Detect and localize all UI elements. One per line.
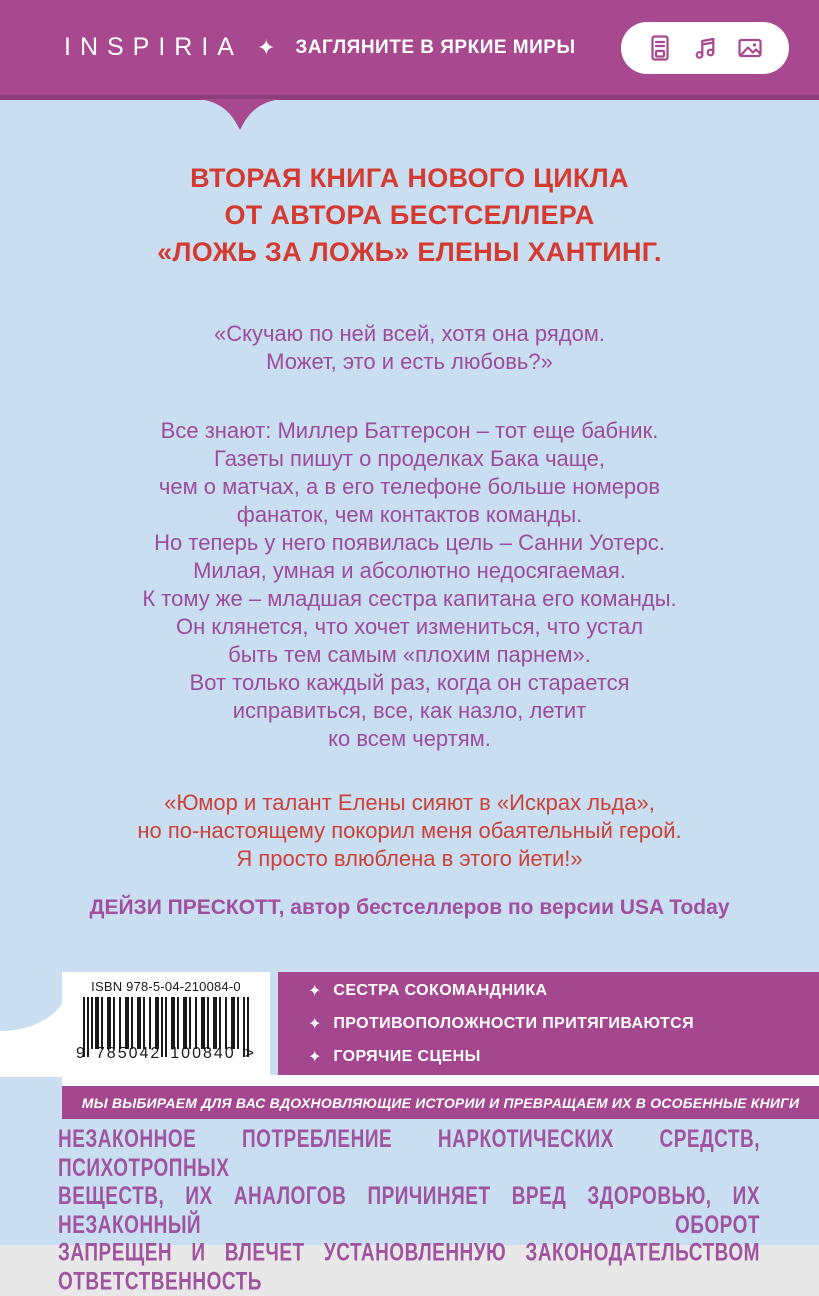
synopsis-line: К тому же – младшая сестра капитана его команды. bbox=[142, 586, 677, 611]
publisher-strip bbox=[62, 1086, 819, 1119]
media-formats-pill bbox=[621, 22, 789, 74]
separator bbox=[62, 1075, 819, 1086]
disclaimer-line: НЕЗАКОННОЕ ПОТРЕБЛЕНИЕ НАРКОТИЧЕСКИХ СРЕДСТВ, ПСИХОТРОПНЫХ bbox=[58, 1126, 760, 1183]
sparkle-icon: ✦ bbox=[256, 34, 276, 60]
headline-line: ОТ АВТОРА БЕСТСЕЛЛЕРА bbox=[224, 200, 595, 230]
synopsis-line: Но теперь у него появилась цель – Санни Уотерс. bbox=[154, 530, 665, 555]
review-quote bbox=[0, 789, 819, 873]
synopsis-line: Он клянется, что хочет измениться, что устал bbox=[175, 614, 644, 639]
synopsis-line: Вот только каждый раз, когда он старается bbox=[189, 670, 630, 695]
synopsis-line: фанаток, чем контактов команды. bbox=[236, 502, 583, 527]
ereader-icon bbox=[645, 33, 675, 63]
feature-item: ✦ ГОРЯЧИЕ СЦЕНЫ bbox=[308, 1047, 481, 1066]
synopsis-line: ко всем чертям. bbox=[328, 726, 491, 751]
review-line: но по-настоящему покорил меня обаятельный герой. bbox=[137, 818, 682, 843]
synopsis-line: Милая, умная и абсолютно недосягаемая. bbox=[193, 558, 626, 583]
brand-logo: INSPIRIA bbox=[64, 33, 243, 61]
header-divider bbox=[0, 95, 819, 100]
synopsis-line: быть тем самым «плохим парнем». bbox=[228, 642, 591, 667]
publisher-header bbox=[0, 0, 819, 100]
barcode-digits: 9 785042 100840 > bbox=[75, 1045, 257, 1062]
review-line: Я просто влюблена в этого йети!» bbox=[236, 846, 583, 871]
disclaimer-line: ВЕЩЕСТВ, ИХ АНАЛОГОВ ПРИЧИНЯЕТ ВРЕД ЗДОРОВЬЮ, ИХ НЕЗАКОННЫЙ ОБОРОТ bbox=[58, 1182, 760, 1239]
synopsis bbox=[0, 417, 819, 753]
reviewer-name: ДЕЙЗИ ПРЕСКОТТ, bbox=[89, 896, 285, 919]
quote-line: Может, это и есть любовь?» bbox=[266, 349, 553, 374]
barcode-box bbox=[62, 972, 270, 1077]
image-icon bbox=[735, 33, 765, 63]
headline bbox=[0, 160, 819, 271]
legal-disclaimer bbox=[58, 1126, 760, 1296]
sparkle-icon: ✦ bbox=[308, 982, 322, 1000]
synopsis-line: исправиться, все, как назло, летит bbox=[232, 698, 587, 723]
quote-line: «Скучаю по ней всей, хотя она рядом. bbox=[213, 321, 606, 346]
review-line: «Юмор и талант Елены сияют в «Искрах льда», bbox=[164, 790, 655, 815]
sparkle-icon: ✦ bbox=[308, 1048, 322, 1066]
reviewer-title: автор бестселлеров по версии USA Today bbox=[284, 896, 730, 919]
sparkle-icon: ✦ bbox=[308, 1015, 322, 1033]
publisher-strip-text: МЫ ВЫБИРАЕМ ДЛЯ ВАС ВДОХНОВЛЯЮЩИЕ ИСТОРИИ И ПРЕВРАЩАЕМ ИХ В ОСОБЕННЫЕ КНИГИ bbox=[81, 1094, 800, 1111]
feature-item: ✦ ПРОТИВОПОЛОЖНОСТИ ПРИТЯГИВАЮТСЯ bbox=[308, 1014, 694, 1033]
left-tab-ornament bbox=[0, 995, 66, 1077]
synopsis-line: Газеты пишут о проделках Бака чаще, bbox=[214, 446, 605, 471]
synopsis-line: чем о матчах, а в его телефоне больше номеров bbox=[158, 474, 661, 499]
isbn-number: ISBN 978-5-04-210084-0 bbox=[91, 979, 241, 994]
headline-line: «ЛОЖЬ ЗА ЛОЖЬ» ЕЛЕНЫ ХАНТИНГ. bbox=[157, 237, 662, 267]
review-attribution bbox=[0, 896, 819, 920]
synopsis-line: Все знают: Миллер Баттерсон – тот еще бабник. bbox=[160, 418, 659, 443]
disclaimer-line: ЗАПРЕЩЕН И ВЛЕЧЕТ УСТАНОВЛЕННУЮ ЗАКОНОДАТЕЛЬСТВОМ ОТВЕТСТВЕННОСТЬ bbox=[58, 1239, 760, 1296]
publisher-tagline: ЗАГЛЯНИТЕ В ЯРКИЕ МИРЫ bbox=[295, 36, 576, 58]
features-panel bbox=[278, 972, 819, 1075]
feature-item: ✦ СЕСТРА СОКОМАНДНИКА bbox=[308, 981, 548, 1000]
headline-line: ВТОРАЯ КНИГА НОВОГО ЦИКЛА bbox=[190, 163, 629, 193]
music-note-icon bbox=[690, 33, 720, 63]
pull-quote bbox=[0, 320, 819, 376]
notch-ornament bbox=[198, 99, 282, 130]
